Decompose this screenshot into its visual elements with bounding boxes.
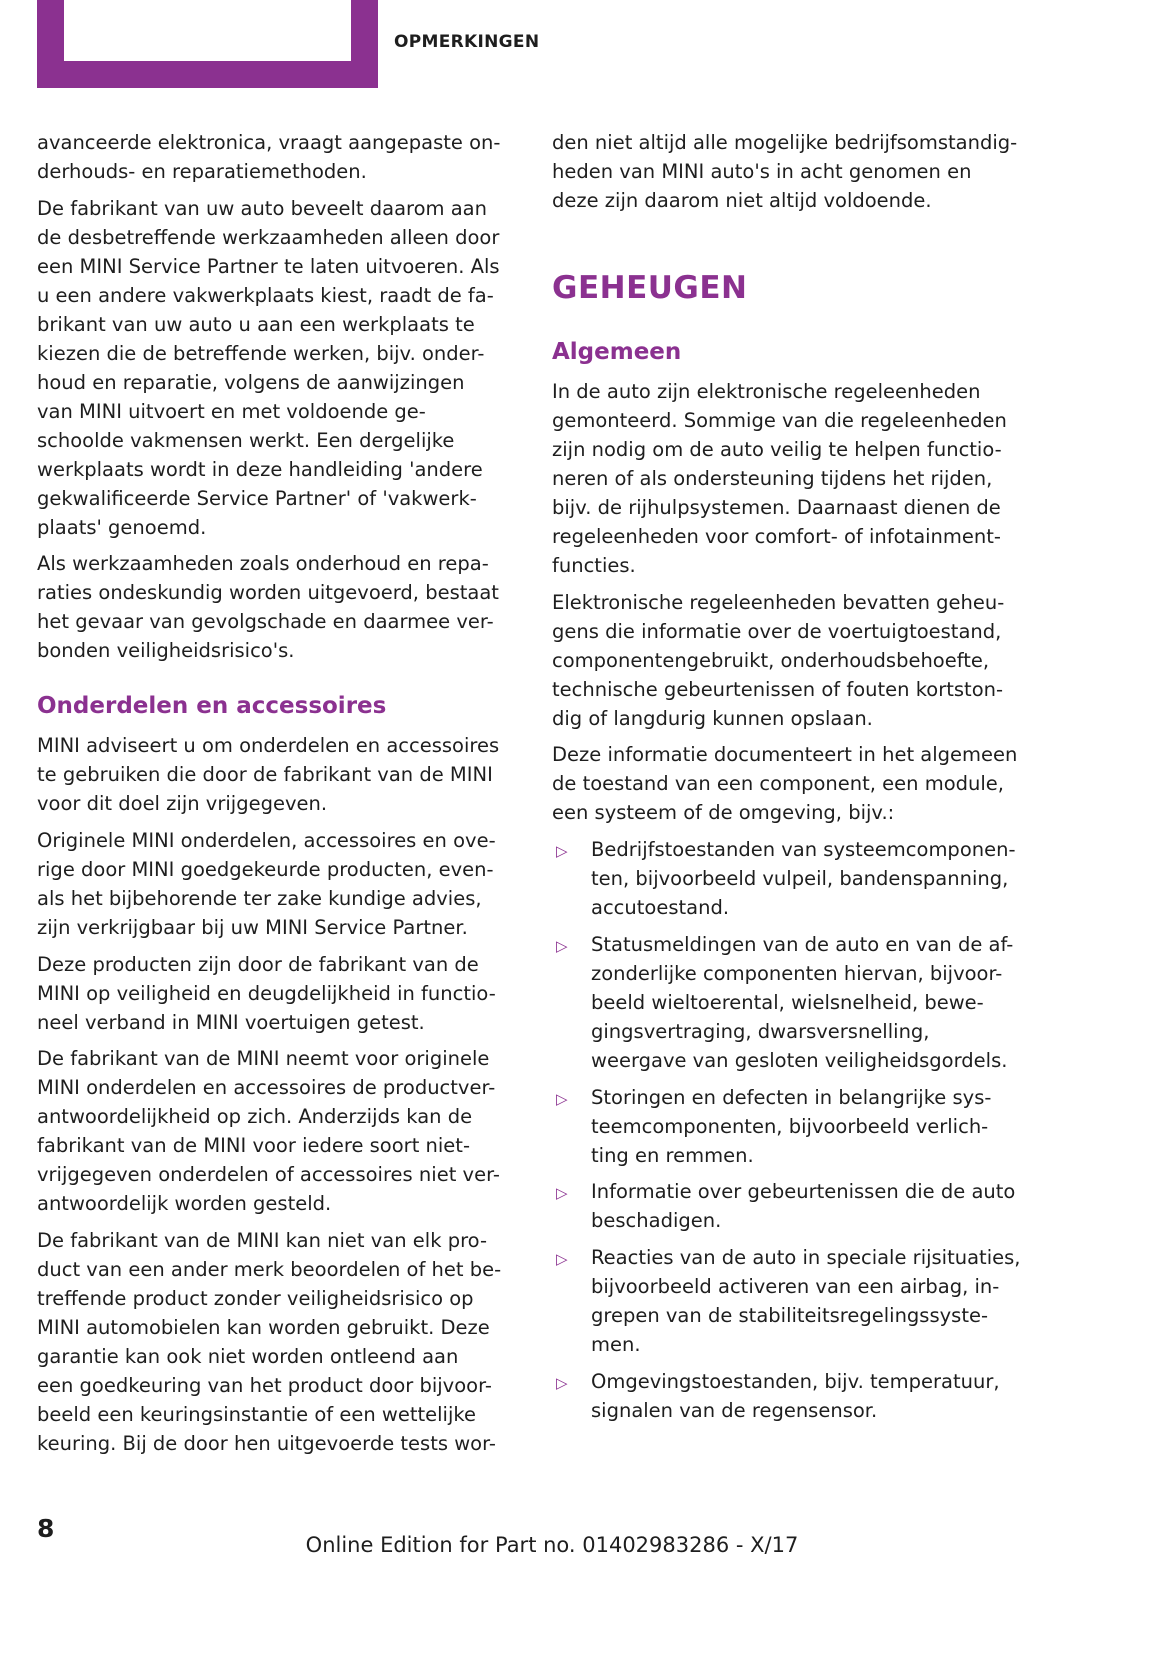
text-line: neren of als ondersteuning tijdens het rijden, (552, 467, 993, 490)
text-line: Originele MINI onderdelen, accessoires en ove- (37, 829, 496, 852)
text-line: grepen van de stabiliteitsregelingssyste- (591, 1304, 988, 1327)
text-line: een systeem of de omgeving, bijv.: (552, 801, 895, 824)
paragraph (552, 740, 1017, 827)
section-title: GEHEUGEN (552, 270, 748, 306)
text-line: regeleenheden voor comfort- of infotainment- (552, 525, 1001, 548)
bullet-triangle-icon: ▷ (556, 842, 568, 860)
text-line: De fabrikant van de MINI kan niet van elk pro- (37, 1229, 487, 1252)
text-line: accutoestand. (591, 896, 730, 919)
page-number: 8 (37, 1514, 55, 1543)
section-header: OPMERKINGEN (394, 32, 540, 52)
list-item (591, 835, 1016, 922)
text-line: beeld een keuringsinstantie of een wettelijke (37, 1403, 476, 1426)
bullet-triangle-icon: ▷ (556, 1184, 568, 1202)
text-line: gingsvertraging, dwarsversnelling, (591, 1020, 930, 1043)
text-line: avanceerde elektronica, vraagt aangepaste on- (37, 131, 501, 154)
text-line: gens die informatie over de voertuigtoestand, (552, 620, 1002, 643)
text-line: gemonteerd. Sommige van die regeleenheden (552, 409, 1007, 432)
bullet-triangle-icon: ▷ (556, 1090, 568, 1108)
text-line: gekwalificeerde Service Partner' of 'vakwerk- (37, 487, 477, 510)
text-line: componentengebruikt, onderhoudsbehoefte, (552, 649, 990, 672)
paragraph (552, 377, 1007, 580)
text-line: Reacties van de auto in speciale rijsituaties, (591, 1246, 1021, 1269)
text-line: In de auto zijn elektronische regeleenheden (552, 380, 981, 403)
text-line: teemcomponenten, bijvoorbeeld verlich- (591, 1115, 989, 1138)
text-line: deze zijn daarom niet altijd voldoende. (552, 189, 932, 212)
list-item (591, 1177, 1015, 1235)
text-line: De fabrikant van de MINI neemt voor originele (37, 1047, 490, 1070)
text-line: het gevaar van gevolgschade en daarmee ver- (37, 610, 494, 633)
paragraph (552, 128, 1017, 215)
text-line: Deze producten zijn door de fabrikant van de (37, 953, 479, 976)
paragraph (37, 731, 499, 818)
text-line: plaats' genoemd. (37, 516, 207, 539)
text-line: Storingen en defecten in belangrijke sys- (591, 1086, 992, 1109)
text-line: duct van een ander merk beoordelen of het be- (37, 1258, 502, 1281)
text-line: beschadigen. (591, 1209, 722, 1232)
text-line: MINI adviseert u om onderdelen en accessoires (37, 734, 500, 757)
text-line: weergave van gesloten veiligheidsgordels. (591, 1049, 1008, 1072)
text-line: zijn nodig om de auto veilig te helpen functio- (552, 438, 1002, 461)
text-line: signalen van de regensensor. (591, 1399, 878, 1422)
text-line: MINI onderdelen en accessoires de productver- (37, 1076, 496, 1099)
text-line: raties ondeskundig worden uitgevoerd, bestaat (37, 581, 499, 604)
text-line: houd en reparatie, volgens de aanwijzingen (37, 371, 465, 394)
text-line: de toestand van een component, een module, (552, 772, 1004, 795)
text-line: neel verband in MINI voertuigen getest. (37, 1011, 425, 1034)
text-line: fabrikant van de MINI voor iedere soort niet- (37, 1134, 470, 1157)
list-item (591, 1083, 991, 1170)
text-line: ten, bijvoorbeeld vulpeil, bandenspanning, (591, 867, 1009, 890)
paragraph (37, 826, 496, 942)
paragraph (37, 194, 500, 542)
chapter-tab-frame (37, 0, 378, 88)
text-line: schoolde vakmensen werkt. Een dergelijke (37, 429, 455, 452)
text-line: bonden veiligheidsrisico's. (37, 639, 295, 662)
paragraph (37, 950, 496, 1037)
text-line: den niet altijd alle mogelijke bedrijfsomstandig- (552, 131, 1018, 154)
edition-footer: Online Edition for Part no. 01402983286 - X/17 (305, 1533, 799, 1557)
text-line: een MINI Service Partner te laten uitvoeren. Als (37, 255, 500, 278)
text-line: als het bijbehorende ter zake kundige advies, (37, 887, 482, 910)
text-line: Elektronische regeleenheden bevatten geheu- (552, 591, 1005, 614)
text-line: zijn verkrijgbaar bij uw MINI Service Partner. (37, 916, 468, 939)
paragraph (37, 1226, 501, 1458)
text-line: treffende product zonder veiligheidsrisico op (37, 1287, 474, 1310)
text-line: Omgevingstoestanden, bijv. temperatuur, (591, 1370, 1000, 1393)
list-item (591, 1367, 1000, 1425)
paragraph (37, 549, 499, 665)
text-line: Informatie over gebeurtenissen die de auto (591, 1180, 1016, 1203)
text-line: MINI automobielen kan worden gebruikt. Deze (37, 1316, 490, 1339)
text-line: beeld wieltoerental, wielsnelheid, bewe- (591, 991, 984, 1014)
text-line: De fabrikant van uw auto beveelt daarom aan (37, 197, 487, 220)
text-line: keuring. Bij de door hen uitgevoerde tests wor- (37, 1432, 496, 1455)
text-line: antwoordelijkheid op zich. Anderzijds kan de (37, 1105, 473, 1128)
text-line: te gebruiken die door de fabrikant van de MINI (37, 763, 493, 786)
text-line: voor dit doel zijn vrijgegeven. (37, 792, 328, 815)
subheading-algemeen: Algemeen (552, 339, 682, 365)
paragraph (37, 128, 500, 186)
subheading-onderdelen: Onderdelen en accessoires (37, 693, 387, 719)
text-line: dig of langdurig kunnen opslaan. (552, 707, 873, 730)
bullet-triangle-icon: ▷ (556, 937, 568, 955)
text-line: zonderlijke componenten hiervan, bijvoor- (591, 962, 1003, 985)
text-line: brikant van uw auto u aan een werkplaats te (37, 313, 475, 336)
text-line: kiezen die de betreffende werken, bijv. onder- (37, 342, 485, 365)
text-line: technische gebeurtenissen of fouten kortston- (552, 678, 1004, 701)
text-line: Statusmeldingen van de auto en van de af- (591, 933, 1014, 956)
text-line: heden van MINI auto's in acht genomen en (552, 160, 972, 183)
text-line: garantie kan ook niet worden ontleend aan (37, 1345, 459, 1368)
bullet-triangle-icon: ▷ (556, 1250, 568, 1268)
text-line: MINI op veiligheid en deugdelijkheid in functio- (37, 982, 496, 1005)
text-line: derhouds- en reparatiemethoden. (37, 160, 367, 183)
text-line: Als werkzaamheden zoals onderhoud en repa- (37, 552, 489, 575)
text-line: de desbetreffende werkzaamheden alleen door (37, 226, 500, 249)
text-line: van MINI uitvoert en met voldoende ge- (37, 400, 426, 423)
text-line: werkplaats wordt in deze handleiding 'andere (37, 458, 483, 481)
list-item (591, 930, 1013, 1075)
text-line: u een andere vakwerkplaats kiest, raadt de fa- (37, 284, 494, 307)
bullet-triangle-icon: ▷ (556, 1374, 568, 1392)
text-line: vrijgegeven onderdelen of accessoires niet ver- (37, 1163, 500, 1186)
text-line: bijvoorbeeld activeren van een airbag, in- (591, 1275, 1000, 1298)
text-line: rige door MINI goedgekeurde producten, even- (37, 858, 494, 881)
text-line: bijv. de rijhulpsystemen. Daarnaast dienen de (552, 496, 1001, 519)
paragraph (37, 1044, 500, 1218)
text-line: een goedkeuring van het product door bijvoor- (37, 1374, 492, 1397)
text-line: Deze informatie documenteert in het algemeen (552, 743, 1018, 766)
text-line: ting en remmen. (591, 1144, 754, 1167)
paragraph (552, 588, 1004, 733)
text-line: Bedrijfstoestanden van systeemcomponen- (591, 838, 1016, 861)
text-line: functies. (552, 554, 636, 577)
text-line: antwoordelijk worden gesteld. (37, 1192, 332, 1215)
text-line: men. (591, 1333, 641, 1356)
list-item (591, 1243, 1020, 1359)
